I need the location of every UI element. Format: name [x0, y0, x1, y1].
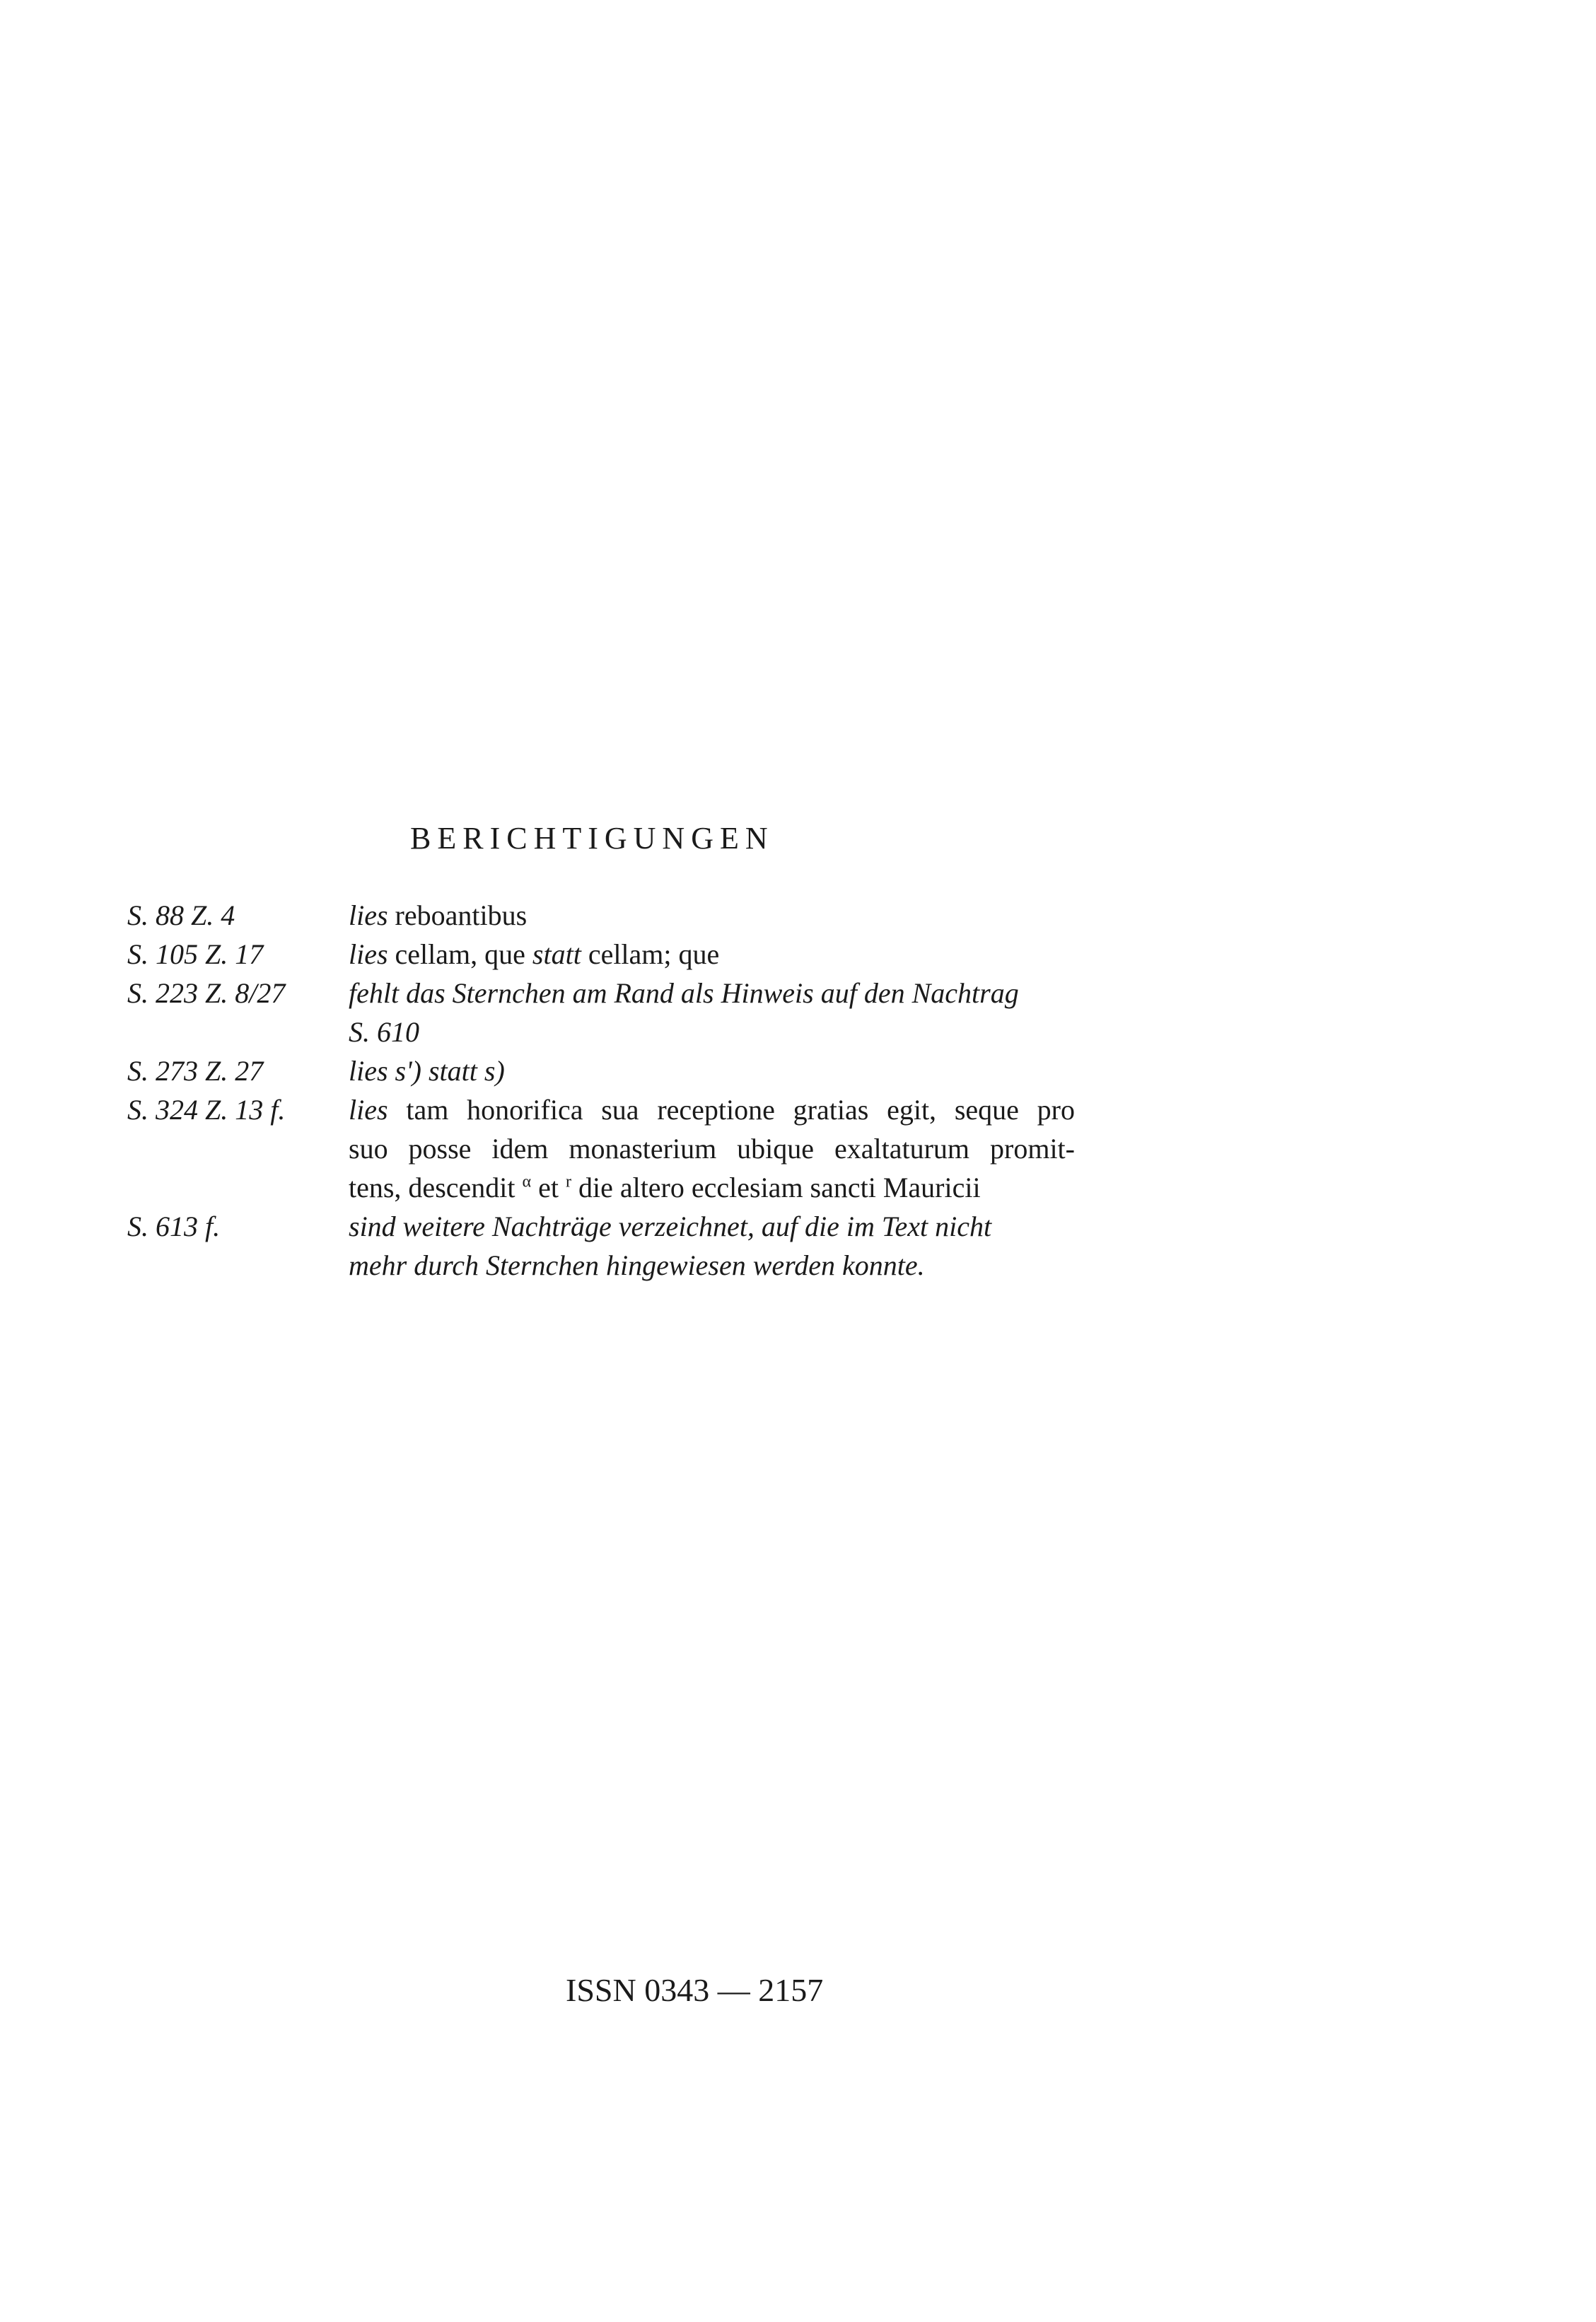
- text-segment: S. 610: [349, 1016, 419, 1048]
- correction-reference: [127, 1246, 349, 1285]
- correction-reference: [127, 1013, 349, 1051]
- correction-text: [349, 974, 1075, 1013]
- text-segment: statt: [532, 938, 581, 970]
- correction-reference: S. 88 Z. 4: [127, 899, 235, 931]
- text-segment: lies: [349, 1094, 388, 1126]
- page-heading: BERICHTIGUNGEN: [410, 821, 774, 856]
- correction-reference: S. 105 Z. 17: [127, 938, 264, 970]
- correction-row: [127, 1129, 1075, 1168]
- correction-reference: S. 613 f.: [127, 1210, 221, 1242]
- correction-text: [349, 1168, 1075, 1207]
- correction-row: [127, 1051, 1075, 1090]
- superscript-mark: α: [522, 1172, 532, 1191]
- text-segment: lies: [349, 899, 388, 931]
- correction-reference: S. 324 Z. 13 f.: [127, 1094, 286, 1126]
- text-segment: fehlt das Sternchen am Rand als Hinweis auf den Nachtrag: [349, 977, 1019, 1009]
- correction-reference: S. 273 Z. 27: [127, 1055, 264, 1087]
- text-segment: tens, descendit: [349, 1172, 523, 1203]
- correction-reference: [127, 1129, 349, 1168]
- correction-reference: S. 223 Z. 8/27: [127, 977, 286, 1009]
- correction-row: [127, 1013, 1075, 1051]
- correction-row: [127, 1090, 1075, 1129]
- text-segment: sind weitere Nachträge verzeichnet, auf die im Text nicht: [349, 1210, 992, 1242]
- corrections-table: [127, 896, 1075, 1285]
- text-segment: lies s') statt s): [349, 1055, 505, 1087]
- correction-text: [349, 935, 1075, 974]
- correction-row: [127, 935, 1075, 974]
- text-segment: lies: [349, 938, 388, 970]
- text-segment: cellam, que: [388, 938, 532, 970]
- issn-number: ISSN 0343 — 2157: [566, 1972, 824, 2008]
- text-segment: die altero ecclesiam sancti Mauricii: [571, 1172, 981, 1203]
- text-segment: et: [531, 1172, 566, 1203]
- text-segment: tam honorifica sua receptione gratias egit, seque pro: [388, 1094, 1075, 1126]
- text-segment: mehr durch Sternchen hingewiesen werden konnte.: [349, 1249, 925, 1281]
- correction-row: [127, 1246, 1075, 1285]
- corrections-body: [127, 896, 1075, 1285]
- correction-text: [349, 1051, 1075, 1090]
- text-segment: reboantibus: [388, 899, 528, 931]
- correction-text: [349, 1246, 1075, 1285]
- correction-text: [349, 1013, 1075, 1051]
- correction-text: [349, 1090, 1075, 1129]
- correction-text: [349, 896, 1075, 935]
- correction-text: [349, 1207, 1075, 1246]
- superscript-mark: r: [565, 1172, 571, 1191]
- correction-reference: [127, 1168, 349, 1207]
- correction-row: [127, 1168, 1075, 1207]
- correction-text: [349, 1129, 1075, 1168]
- correction-row: [127, 1207, 1075, 1246]
- correction-row: [127, 974, 1075, 1013]
- text-segment: cellam; que: [581, 938, 720, 970]
- text-segment: suo posse idem monasterium ubique exaltaturum promit-: [349, 1133, 1075, 1165]
- correction-row: [127, 896, 1075, 935]
